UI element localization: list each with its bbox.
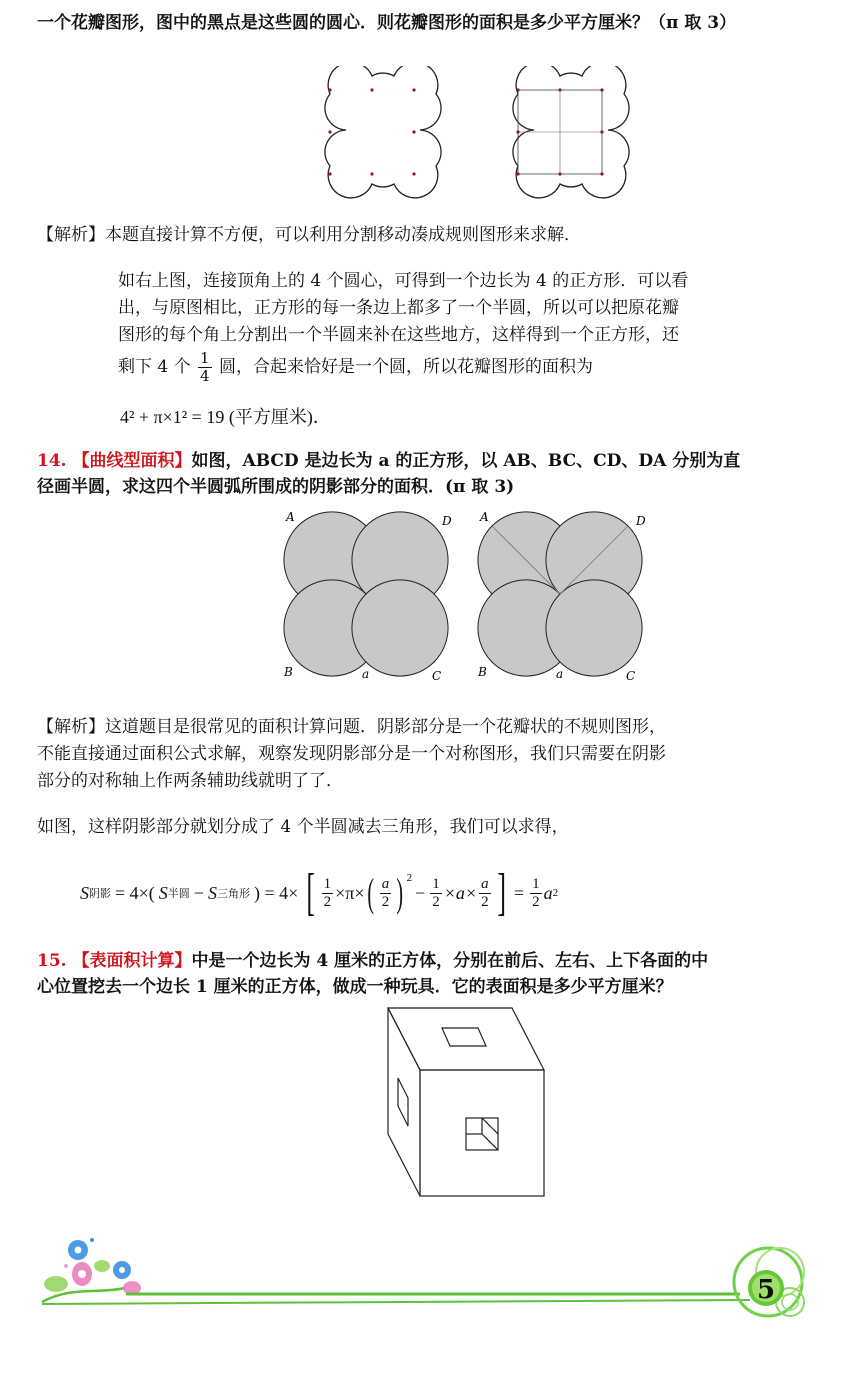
petal-figures — [300, 66, 640, 200]
solution-line: 这道题目是很常见的面积计算问题．阴影部分是一个花瓣状的不规则图形， — [105, 717, 666, 737]
solution-tag: 【解析】 — [37, 717, 105, 737]
problem-number: 14. — [37, 451, 67, 471]
label-c: C — [432, 669, 442, 683]
label-side: a — [556, 667, 564, 681]
problem-13-solution-body — [118, 268, 818, 349]
problem-13-formula: 4² + π×1² = 19 (平方厘米)． — [120, 407, 331, 427]
solution-line: 不能直接通过面积公式求解，观察发现阴影部分是一个对称图形，我们只需要在阴影 — [37, 744, 666, 764]
label-b: B — [284, 665, 293, 679]
solution-line: 部分的对称轴上作两条辅助线就明了了． — [37, 771, 343, 791]
label-a: A — [286, 510, 295, 524]
footer-decoration — [30, 1226, 830, 1326]
label-a: A — [480, 510, 489, 524]
solution-text: 圆，合起来恰好是一个圆，所以花瓣图形的面积为 — [218, 357, 593, 377]
problem-number: 15. — [37, 951, 67, 971]
flower-decoration-icon — [42, 1238, 141, 1302]
problem-13-solution-line4 — [118, 350, 593, 385]
square-figure-left — [283, 510, 452, 683]
label-d: D — [442, 514, 452, 528]
label-d: D — [636, 514, 646, 528]
problem-13-solution-intro — [37, 222, 581, 249]
question-line: 心位置挖去一个边长 1 厘米的正方体，做成一种玩具．它的表面积是多少平方厘米？ — [37, 977, 673, 997]
solution-text: 剩下 4 个 — [118, 357, 191, 377]
petal-figure-right — [513, 66, 629, 198]
square-petal-figures — [276, 506, 676, 688]
solution-line: 出，与原图相比，正方形的每一条边上都多了一个半圆，所以可以把原花瓣 — [118, 298, 679, 318]
solution-tag: 【解析】 — [37, 225, 105, 245]
question-line: 中是一个边长为 4 厘米的正方体，分别在前后、左右、上下各面的中 — [191, 951, 709, 971]
label-b: B — [478, 665, 487, 679]
solution-line: 图形的每个角上分割出一个半圆来补在这些地方，这样得到一个正方形，还 — [118, 325, 679, 345]
fraction-one-quarter: $\frac{1}{4}$ — [200, 349, 210, 385]
problem-14-formula: S 阴影 = 4×( S 半圆 − S 三角形 ) = 4× [ $\frac{1}{2}$ ×π× ( $\frac{a}{2}$ ) $^2$ − $\frac{1}{2}$ ×a× $\frac{a}{2}$ ] = $\frac{1}{2}$ a 2 — [80, 864, 559, 921]
solution-line: 如右上图，连接顶角上的 4 个圆心，可得到一个边长为 4 的正方形．可以看 — [118, 271, 689, 291]
problem-15-question — [37, 948, 837, 1000]
problem-tag: 【表面积计算】 — [72, 951, 192, 971]
problem-13-question: 一个花瓣图形，图中的黑点是这些圆的圆心．则花瓣图形的面积是多少平方厘米？（π 取 3） — [37, 13, 737, 33]
problem-14-solution — [37, 714, 837, 795]
square-figure-right — [477, 510, 646, 683]
solution-intro-text: 本题直接计算不方便，可以利用分割移动凑成规则图形来求解． — [105, 225, 581, 245]
petal-figure-left — [325, 66, 441, 198]
problem-14-solution-line4: 如图，这样阴影部分就划分成了 4 个半圆减去三角形，我们可以求得， — [37, 817, 569, 837]
question-line: 如图，ABCD 是边长为 a 的正方形，以 AB、BC、CD、DA 分别为直 — [191, 451, 741, 471]
problem-tag: 【曲线型面积】 — [72, 451, 192, 471]
page-number: 5 — [756, 1275, 776, 1305]
label-side: a — [362, 667, 370, 681]
cube-figure — [382, 1002, 552, 1202]
problem-14-question — [37, 448, 837, 500]
question-line: 径画半圆，求这四个半圆弧所围成的阴影部分的面积．(π 取 3) — [37, 477, 515, 497]
label-c: C — [626, 669, 636, 683]
